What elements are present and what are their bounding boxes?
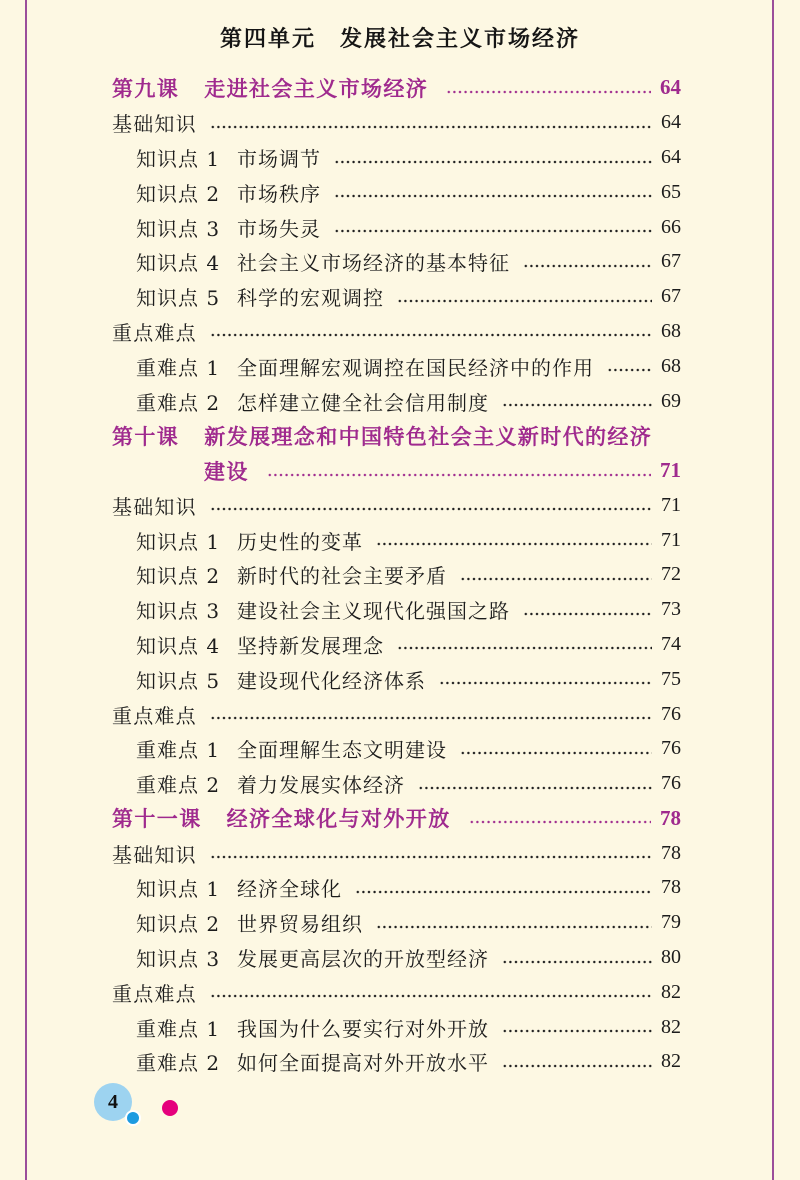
page-number: 71 xyxy=(661,528,681,551)
dot-leader xyxy=(502,960,652,964)
lesson-title: 走进社会主义市场经济 xyxy=(204,76,429,101)
item-label: 知识点 5 xyxy=(136,286,221,311)
item-label: 知识点 4 xyxy=(136,251,221,276)
dot-leader xyxy=(376,542,652,546)
page-number: 76 xyxy=(661,772,681,795)
item-label: 知识点 2 xyxy=(136,912,221,937)
page-number: 64 xyxy=(661,146,681,169)
dot-leader xyxy=(460,577,652,581)
toc-item xyxy=(112,1010,681,1045)
lesson-label: 第十一课 xyxy=(112,807,202,832)
page-number: 71 xyxy=(661,493,681,516)
page-number: 76 xyxy=(661,702,681,725)
lesson-heading xyxy=(112,71,681,106)
item-label: 知识点 1 xyxy=(136,877,221,902)
section-title: 基础知识 xyxy=(112,494,197,519)
item-title: 怎样建立健全社会信用制度 xyxy=(237,390,489,415)
section-heading xyxy=(112,105,681,140)
item-title: 着力发展实体经济 xyxy=(237,773,405,798)
toc-item xyxy=(112,384,681,419)
section-heading xyxy=(112,314,681,349)
item-label: 重难点 2 xyxy=(136,773,221,798)
dot-leader xyxy=(397,646,652,650)
page-number: 67 xyxy=(661,250,681,273)
dot-leader xyxy=(502,1029,652,1033)
toc-item xyxy=(112,558,681,593)
dot-leader xyxy=(210,507,652,511)
dot-leader xyxy=(210,125,652,129)
table-of-contents xyxy=(112,71,681,1080)
page-number: 78 xyxy=(661,876,681,899)
page-number: 82 xyxy=(661,980,681,1003)
section-heading xyxy=(112,836,681,871)
item-title: 市场调节 xyxy=(237,147,321,172)
toc-item xyxy=(112,349,681,384)
item-label: 重难点 2 xyxy=(136,390,221,415)
item-title: 发展更高层次的开放型经济 xyxy=(237,947,489,972)
item-title: 社会主义市场经济的基本特征 xyxy=(237,251,510,276)
item-label: 知识点 1 xyxy=(136,147,221,172)
dot-leader xyxy=(334,229,652,233)
page-number: 65 xyxy=(661,180,681,203)
dot-leader xyxy=(355,890,652,894)
item-label: 重难点 1 xyxy=(136,738,221,763)
lesson-title-continued: 建设 xyxy=(204,459,249,484)
section-title: 基础知识 xyxy=(112,842,197,867)
dot-leader xyxy=(523,264,652,268)
page-number: 66 xyxy=(661,215,681,238)
dot-leader xyxy=(446,90,651,94)
dot-leader xyxy=(334,194,652,198)
right-border-line xyxy=(772,0,774,1180)
lesson-page-number: 78 xyxy=(660,805,681,830)
toc-item xyxy=(112,175,681,210)
item-title: 全面理解宏观调控在国民经济中的作用 xyxy=(237,355,594,380)
page-number: 4 xyxy=(108,1091,118,1113)
dot-leader xyxy=(523,612,652,616)
lesson-label: 第九课 xyxy=(112,76,180,101)
item-label: 知识点 4 xyxy=(136,633,221,658)
page-number: 80 xyxy=(661,946,681,969)
toc-item xyxy=(112,140,681,175)
lesson-page-number: 71 xyxy=(660,458,681,483)
dot-leader xyxy=(334,160,652,164)
page-number: 82 xyxy=(661,1015,681,1038)
dot-leader xyxy=(376,925,652,929)
section-title: 基础知识 xyxy=(112,112,197,137)
page-number: 69 xyxy=(661,389,681,412)
item-label: 知识点 3 xyxy=(136,947,221,972)
page-number: 64 xyxy=(661,111,681,134)
item-title: 全面理解生态文明建设 xyxy=(237,738,447,763)
item-label: 知识点 3 xyxy=(136,216,221,241)
lesson-title: 新发展理念和中国特色社会主义新时代的经济 xyxy=(204,424,653,449)
lesson-heading-continued xyxy=(112,453,681,488)
item-label: 知识点 1 xyxy=(136,529,221,554)
dot-leader xyxy=(210,855,652,859)
page-number: 72 xyxy=(661,563,681,586)
item-label: 知识点 5 xyxy=(136,668,221,693)
page-number: 78 xyxy=(661,841,681,864)
dot-leader xyxy=(502,403,652,407)
page-number: 75 xyxy=(661,667,681,690)
page-number: 74 xyxy=(661,632,681,655)
item-title: 经济全球化 xyxy=(237,877,342,902)
dot-leader xyxy=(460,751,652,755)
dot-leader xyxy=(210,716,652,720)
left-border-line xyxy=(25,0,27,1180)
toc-item xyxy=(112,871,681,906)
toc-item xyxy=(112,662,681,697)
page-number: 73 xyxy=(661,598,681,621)
item-title: 市场失灵 xyxy=(237,216,321,241)
lesson-page-number: 64 xyxy=(660,75,681,100)
dot-leader xyxy=(439,681,652,685)
item-title: 新时代的社会主要矛盾 xyxy=(237,564,447,589)
item-label: 知识点 3 xyxy=(136,599,221,624)
toc-item xyxy=(112,245,681,280)
page-number: 82 xyxy=(661,1050,681,1073)
toc-item xyxy=(112,210,681,245)
dot-leader xyxy=(397,299,652,303)
item-label: 知识点 2 xyxy=(136,564,221,589)
toc-item xyxy=(112,592,681,627)
page-number: 76 xyxy=(661,737,681,760)
section-heading xyxy=(112,697,681,732)
decorative-pink-dot xyxy=(162,1100,178,1116)
toc-item xyxy=(112,940,681,975)
page-number: 68 xyxy=(661,319,681,342)
toc-item xyxy=(112,627,681,662)
toc-item xyxy=(112,766,681,801)
item-label: 知识点 2 xyxy=(136,181,221,206)
section-heading xyxy=(112,488,681,523)
unit-title: 第四单元 发展社会主义市场经济 xyxy=(219,27,580,52)
page-number: 68 xyxy=(661,354,681,377)
dot-leader xyxy=(607,368,652,372)
item-label: 重难点 1 xyxy=(136,355,221,380)
dot-leader xyxy=(210,994,652,998)
lesson-title: 经济全球化与对外开放 xyxy=(226,807,451,832)
dot-leader xyxy=(418,786,652,790)
toc-item xyxy=(112,905,681,940)
dot-leader xyxy=(502,1064,652,1068)
decorative-blue-dot xyxy=(125,1110,141,1126)
item-title: 市场秩序 xyxy=(237,181,321,206)
dot-leader xyxy=(469,820,651,824)
item-title: 历史性的变革 xyxy=(237,529,363,554)
section-title: 重点难点 xyxy=(112,703,197,728)
item-title: 坚持新发展理念 xyxy=(237,633,384,658)
item-title: 建设现代化经济体系 xyxy=(237,668,426,693)
section-title: 重点难点 xyxy=(112,320,197,345)
section-heading xyxy=(112,975,681,1010)
item-title: 科学的宏观调控 xyxy=(237,286,384,311)
item-title: 如何全面提高对外开放水平 xyxy=(237,1051,489,1076)
lesson-heading xyxy=(112,418,681,453)
dot-leader xyxy=(267,473,651,477)
section-title: 重点难点 xyxy=(112,981,197,1006)
lesson-heading xyxy=(112,801,681,836)
item-label: 重难点 1 xyxy=(136,1016,221,1041)
toc-item xyxy=(112,279,681,314)
toc-item xyxy=(112,731,681,766)
page-number: 67 xyxy=(661,285,681,308)
item-title: 建设社会主义现代化强国之路 xyxy=(237,599,510,624)
item-title: 我国为什么要实行对外开放 xyxy=(237,1016,489,1041)
lesson-label: 第十课 xyxy=(112,424,180,449)
item-title: 世界贸易组织 xyxy=(237,912,363,937)
dot-leader xyxy=(210,333,652,337)
toc-item xyxy=(112,523,681,558)
item-label: 重难点 2 xyxy=(136,1051,221,1076)
page-number: 79 xyxy=(661,911,681,934)
toc-item xyxy=(112,1044,681,1079)
